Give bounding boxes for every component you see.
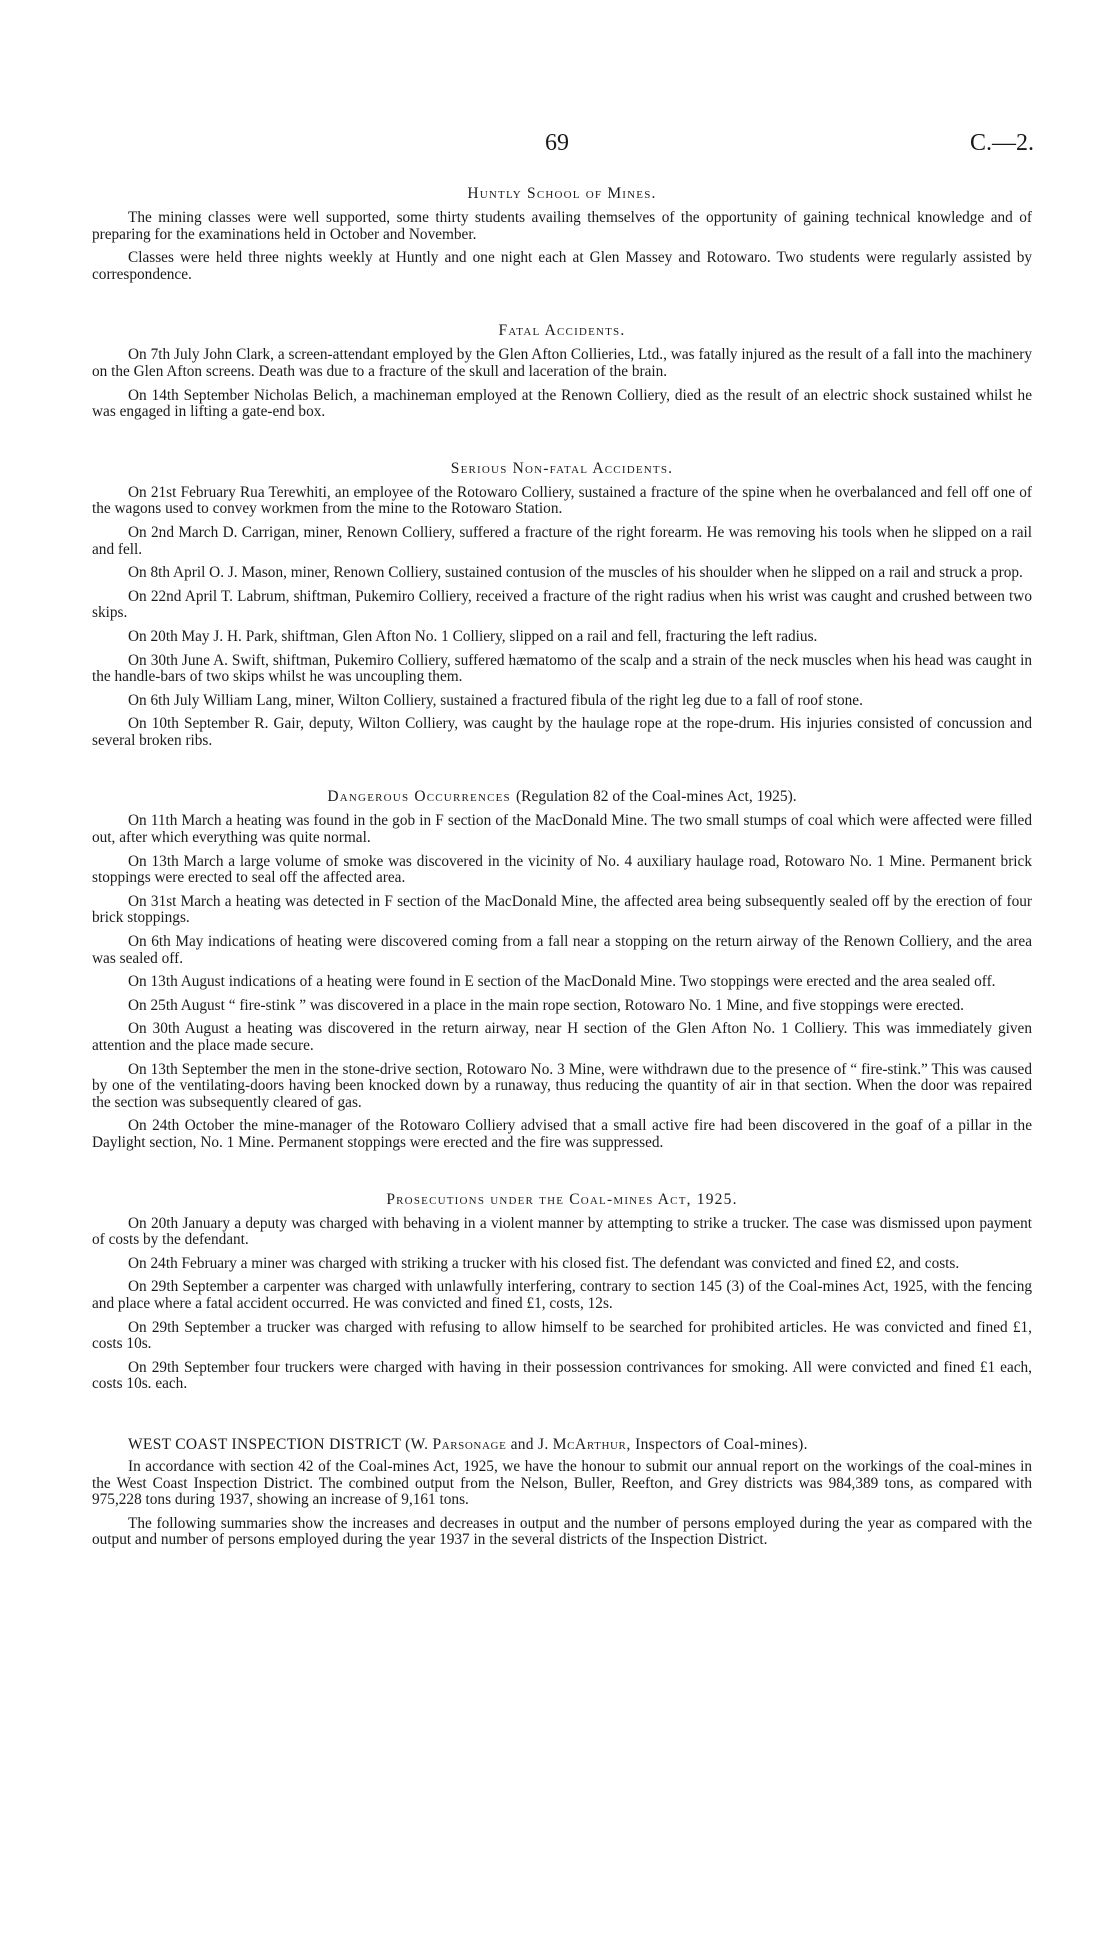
paragraph: On 6th July William Lang, miner, Wilton Colliery, sustained a fractured fibula of the right leg due to a fall of roof stone.	[128, 691, 863, 709]
paragraph: On 6th May indications of heating were discovered coming from a fall near a stopping on the return airway of the Renown Colliery, and the area was sealed off.	[92, 933, 1032, 967]
section-title-huntly: Huntly School of Mines.	[467, 185, 657, 202]
inspector-name-parsonage: Parsonage	[432, 1435, 507, 1453]
section-west-coast	[92, 1435, 1032, 1549]
section-fatal-accidents	[92, 321, 1032, 420]
section-title-dangerous	[92, 787, 1032, 807]
section-spacer	[92, 1400, 1032, 1435]
paragraph: On 20th January a deputy was charged with behaving in a violent manner by attempting to strike a trucker. The case was dismissed upon payment of costs by the defendant.	[92, 1214, 1032, 1249]
section-huntly-school	[92, 184, 1032, 283]
paragraph: On 29th September a trucker was charged with refusing to allow himself to be searched for prohibited articles. He was convicted and fined £1, costs 10s.	[92, 1318, 1032, 1353]
paragraph: On 24th October the mine-manager of the Rotowaro Colliery advised that a small active fire had been discovered in the goaf of a pillar in the Daylight section, No. 1 Mine. Permanent stoppings were erected and the fire was suppressed.	[92, 1117, 1032, 1151]
paragraph: On 31st March a heating was detected in F section of the MacDonald Mine, the affected area being subsequently sealed off by the erection of four brick stoppings.	[92, 892, 1032, 927]
section-title-fatal: Fatal Accidents.	[498, 322, 626, 340]
paragraph: On 13th September the men in the stone-drive section, Rotowaro No. 3 Mine, were withdrawn due to the presence of “ fire-stink.” This was caused by one of the ventilating-doors having been knocked down by a runaway, thus reducing the quantity of air in that section. When the door was repaired the section was subsequently cleared of gas.	[92, 1060, 1032, 1111]
section-spacer	[92, 428, 1032, 459]
paragraph: The following summaries show the increases and decreases in output and the number of persons employed during the year as compared with the output and number of persons employed during the year 1937 in the several districts of the Inspection District.	[92, 1514, 1032, 1549]
paragraph: On 29th September a carpenter was charged with unlawfully interfering, contrary to section 145 (3) of the Coal-mines Act, 1925, with the fencing and place where a fatal accident occurred. He was convicted and fined £1, costs, 12s.	[92, 1278, 1032, 1312]
section-title-serious: Serious Non-fatal Accidents.	[450, 459, 674, 477]
west-coast-title-lead: WEST COAST INSPECTION DISTRICT (W.	[128, 1435, 429, 1453]
section-prosecutions	[92, 1190, 1032, 1393]
paragraph: On 14th September Nicholas Belich, a machineman employed at the Renown Colliery, died as the result of an electric shock sustained whilst he was engaged in lifting a gate-end box.	[92, 386, 1032, 421]
section-spacer	[92, 1159, 1032, 1190]
paragraph: On 24th February a miner was charged with striking a trucker with his closed fist. The defendant was convicted and fined £2, and costs.	[128, 1254, 960, 1272]
section-dangerous-occurrences	[92, 787, 1032, 1151]
west-coast-title-tail: Inspectors of Coal-mines).	[635, 1435, 808, 1453]
section-title-dangerous-main: Dangerous Occurrences	[327, 788, 511, 806]
section-title-dangerous-regulation: (Regulation 82 of the Coal-mines Act, 1925).	[515, 788, 797, 806]
paragraph: On 10th September R. Gair, deputy, Wilton Colliery, was caught by the haulage rope at the rope-drum. His injuries consisted of concussion and several broken ribs.	[92, 715, 1032, 749]
report-reference: C.—2.	[969, 130, 1034, 156]
section-spacer	[92, 290, 1032, 321]
paragraph: On 11th March a heating was found in the gob in F section of the MacDonald Mine. The two small stumps of coal which were affected were filled out, after which everything was quite normal.	[92, 812, 1032, 847]
paragraph: Classes were held three nights weekly at Huntly and one night each at Glen Massey and Rotowaro. Two students were regularly assisted by correspondence.	[92, 249, 1032, 283]
section-spacer	[92, 756, 1032, 787]
page-content	[92, 184, 1032, 1556]
paragraph: On 13th March a large volume of smoke was discovered in the vicinity of No. 4 auxiliary haulage road, Rotowaro No. 1 Mine. Permanent brick stoppings were erected to seal off the affected area.	[92, 852, 1032, 887]
paragraph: On 21st February Rua Terewhiti, an employee of the Rotowaro Colliery, sustained a fracture of the spine when he overbalanced and fell off one of the wagons used to convey workmen from the mine to the Rotowaro Station.	[92, 483, 1032, 518]
paragraph: On 20th May J. H. Park, shiftman, Glen Afton No. 1 Colliery, slipped on a rail and fell, fracturing the left radius.	[128, 627, 818, 645]
paragraph: In accordance with section 42 of the Coal-mines Act, 1925, we have the honour to submit our annual report on the workings of the coal-mines in the West Coast Inspection District. The combined output from the Nelson, Buller, Reefton, and Grey districts was 984,389 tons, as compared with 975,228 tons during 1937, showing an increase of 9,161 tons.	[92, 1457, 1032, 1509]
inspector-name-mcarthur: McArthur,	[552, 1435, 631, 1453]
paragraph: The mining classes were well supported, some thirty students availing themselves of the opportunity of gaining technical knowledge and of preparing for the examinations held in October and November.	[92, 209, 1032, 243]
section-serious-accidents	[92, 459, 1032, 750]
paragraph: On 29th September four truckers were charged with having in their possession contrivances for smoking. All were convicted and fined £1 each, costs 10s. each.	[92, 1358, 1032, 1393]
paragraph: On 22nd April T. Labrum, shiftman, Pukemiro Colliery, received a fracture of the right radius when his wrist was caught and crushed between two skips.	[92, 587, 1032, 622]
paragraph: On 30th June A. Swift, shiftman, Pukemiro Colliery, suffered hæmatomo of the scalp and a strain of the neck muscles when his head was caught in the handle-bars of two skips whilst he was uncoupling them.	[92, 651, 1032, 686]
paragraph: On 7th July John Clark, a screen-attendant employed by the Glen Afton Collieries, Ltd., was fatally injured as the result of a fall into the machinery on the Glen Afton screens. Death was due to a fracture of the skull and laceration of the brain.	[92, 346, 1032, 380]
paragraph: On 13th August indications of a heating were found in E section of the MacDonald Mine. Two stoppings were erected and the area sealed off.	[128, 973, 996, 991]
west-coast-title-mid: and J.	[510, 1435, 549, 1453]
paragraph: On 25th August “ fire-stink ” was discovered in a place in the main rope section, Rotowaro No. 1 Mine, and five stoppings were erected.	[128, 996, 965, 1014]
paragraph: On 30th August a heating was discovered in the return airway, near H section of the Glen Afton No. 1 Colliery. This was immediately given attention and the place made secure.	[92, 1020, 1032, 1054]
section-title-prosecutions: Prosecutions under the Coal-mines Act, 1925.	[386, 1190, 738, 1208]
page-number: 69	[545, 130, 569, 156]
paragraph: On 8th April O. J. Mason, miner, Renown Colliery, sustained contusion of the muscles of his shoulder when he slipped on a rail and struck a prop.	[128, 564, 1023, 582]
section-title-west-coast	[92, 1435, 1032, 1455]
paragraph: On 2nd March D. Carrigan, miner, Renown Colliery, suffered a fracture of the right forearm. He was removing his tools when he slipped on a rail and fell.	[92, 523, 1032, 558]
